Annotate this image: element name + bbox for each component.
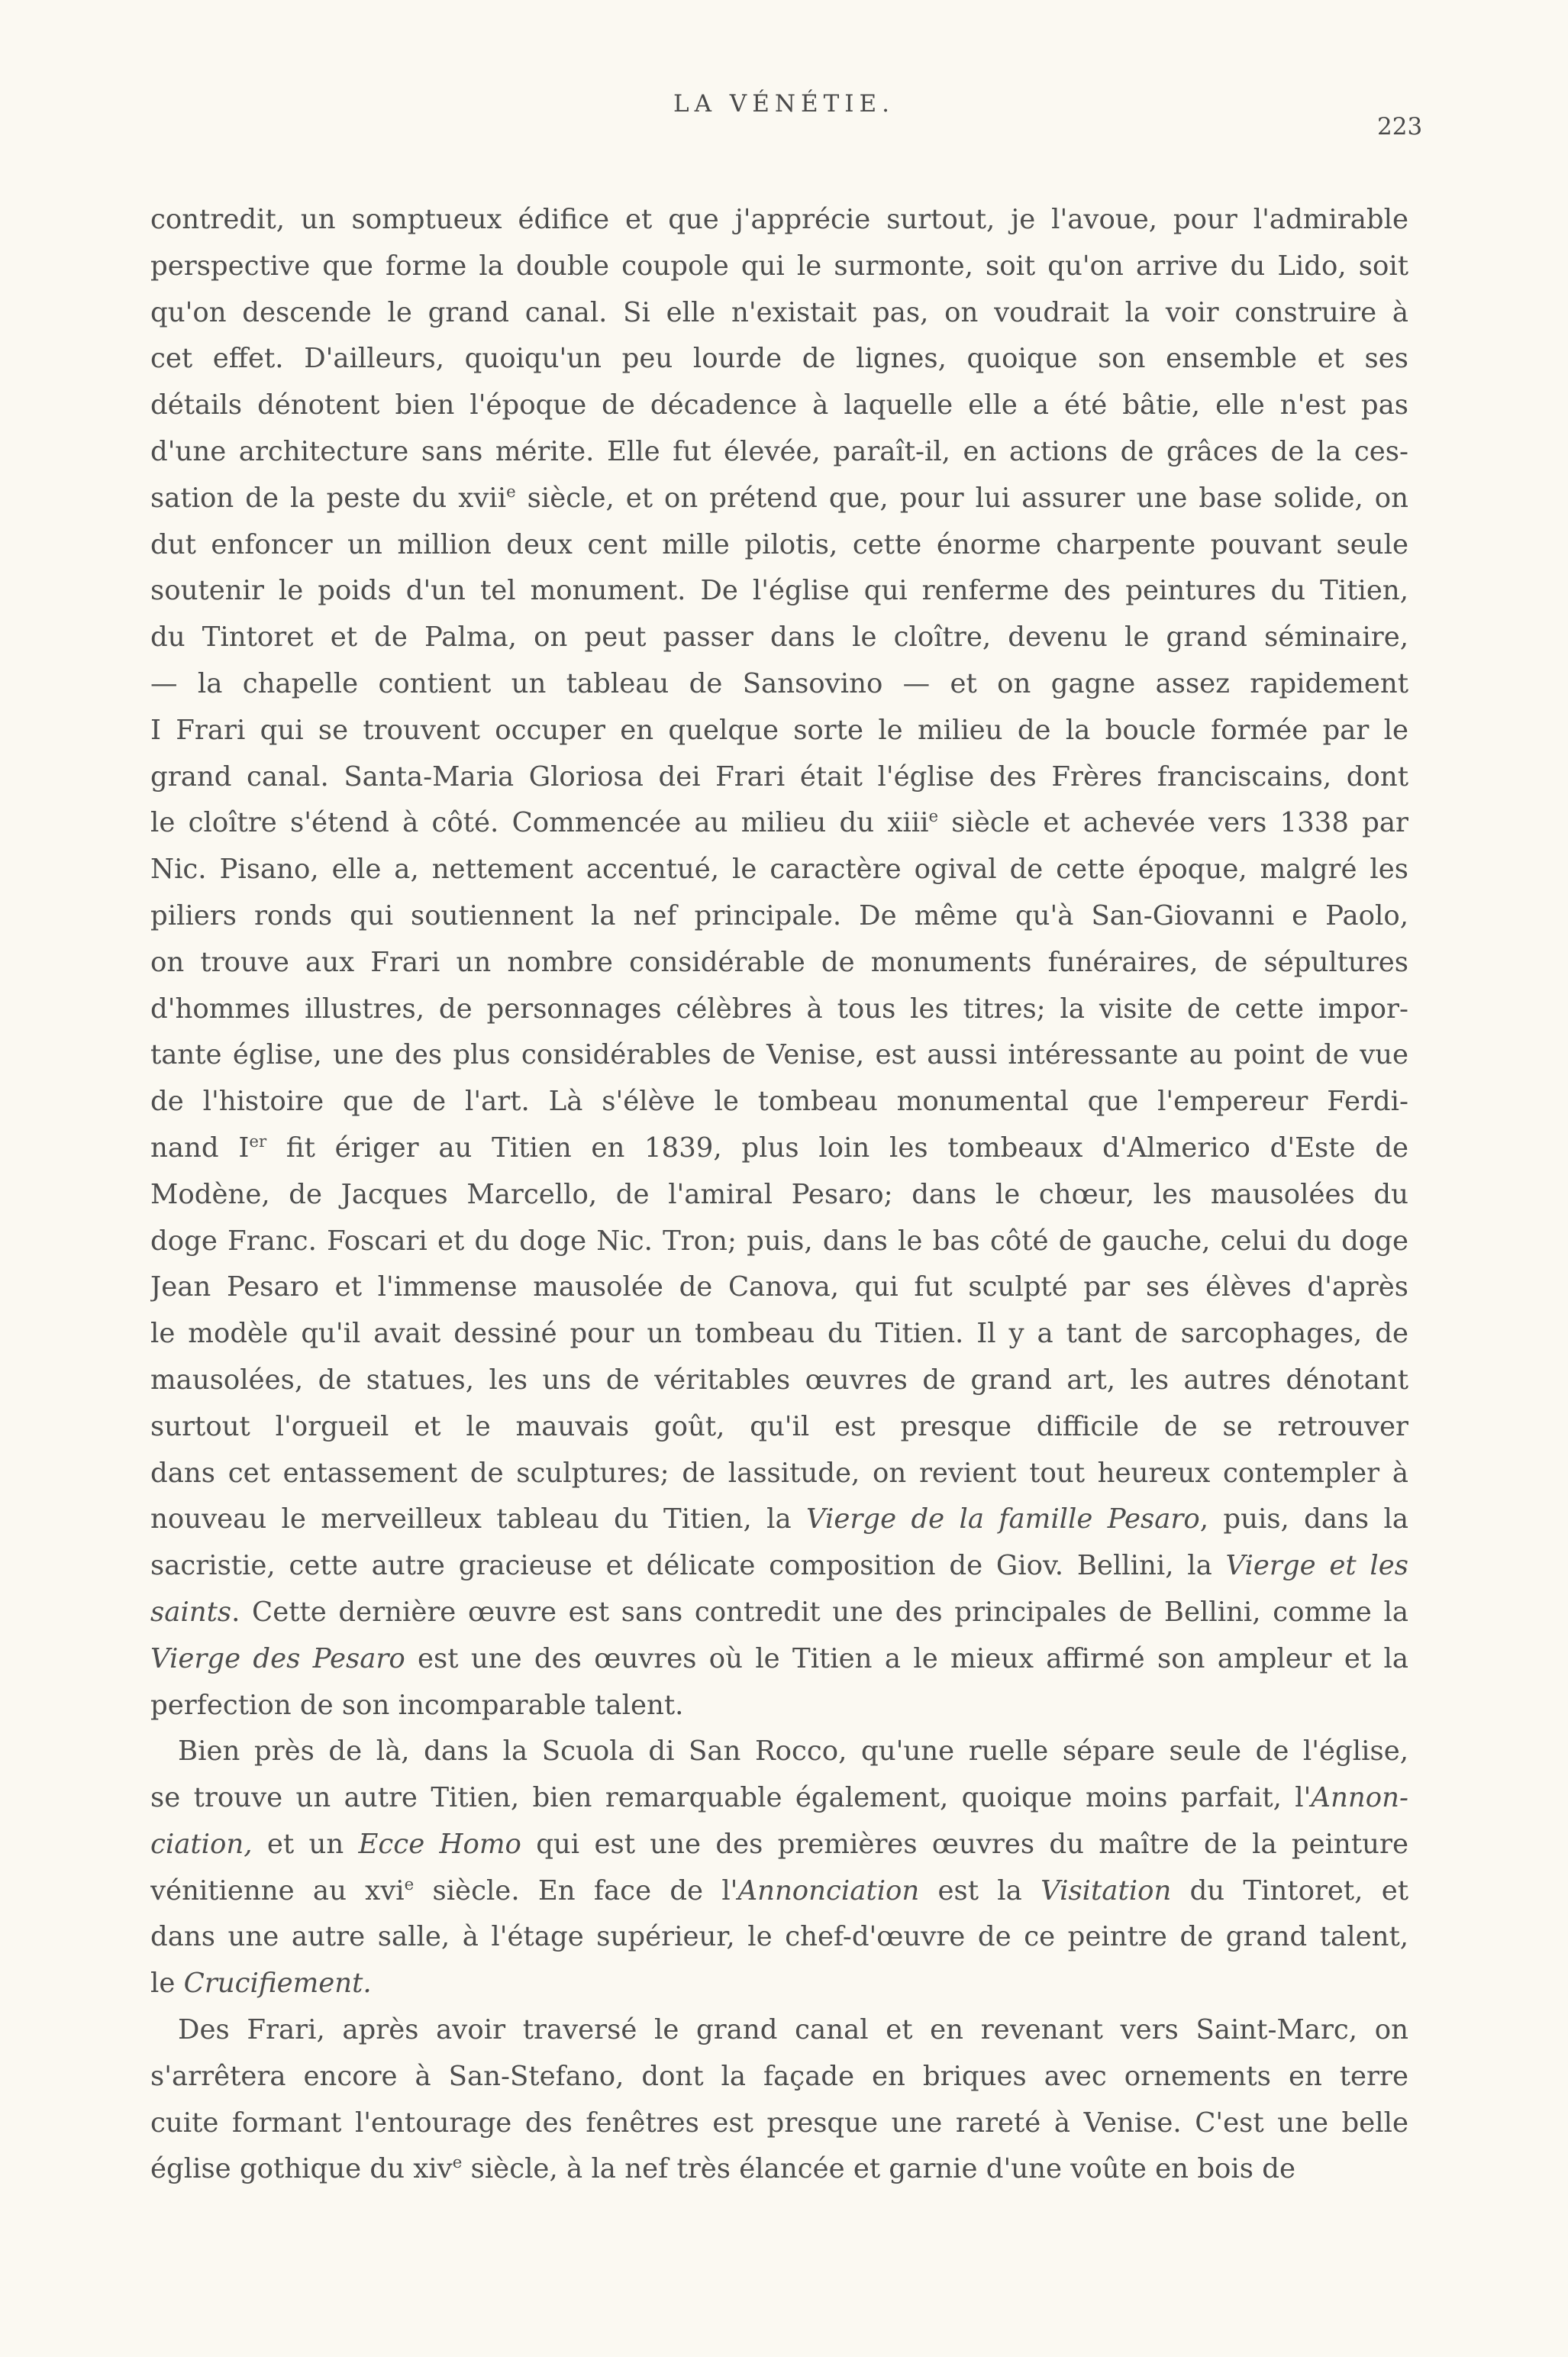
text-run: soutenir le poids d'un tel monument. De l'église qui renferme des peintures du Titien, [150,575,1408,607]
text-run: le [150,1968,184,2000]
text-line [150,197,1408,244]
text-run: dut enfoncer un million deux cent mille pilotis, cette énorme charpente pouvant seule [150,528,1408,560]
italic-text: Annonciation [737,1874,920,1907]
text-run: Des Frari, après avoir traversé le grand canal et en revenant vers Saint-Marc, on [178,2014,1408,2046]
text-run: on trouve aux Frari un nombre considérable de monuments funéraires, de sépultures [150,946,1408,978]
text-run: piliers ronds qui soutiennent la nef principale. De même qu'à San-Giovanni e Paolo, [150,899,1408,931]
text-line [150,336,1408,383]
text-line [150,1172,1408,1219]
text-run: se trouve un autre Titien, bien remarquable également, quoique moins parfait, l' [150,1782,1312,1814]
text-run: — la chapelle contient un tableau de Sansovino — et on gagne assez rapidement [150,667,1408,699]
text-line [150,1868,1408,1915]
text-run: , puis, dans la [1199,1503,1408,1535]
text-line [150,2007,1408,2054]
text-line [150,986,1408,1033]
text-run: siècle, et on prétend que, pour lui assurer une base solide, on [515,482,1408,514]
text-line [150,1125,1408,1172]
text-run: du Tintoret, et [1171,1874,1408,1907]
text-run: perfection de son incomparable talent. [150,1689,684,1721]
text-run: qui est une des premières œuvres du maître de la peinture [521,1828,1408,1860]
text-run: dans cet entassement de sculptures; de lassitude, on revient tout heureux contempler à [150,1457,1408,1489]
italic-text: Vierge de la famille Pesaro [806,1503,1200,1535]
italic-text: ciation, [150,1828,253,1860]
superscript-text: e [928,807,939,827]
text-run: fit ériger au Titien en 1839, plus loin les tombeaux d'Almerico d'Este de [266,1132,1408,1164]
text-line [150,1590,1408,1636]
text-run: doge Franc. Foscari et du doge Nic. Tron; puis, dans le bas côté de gauche, celui du doge [150,1225,1408,1257]
superscript-text: er [249,1132,267,1152]
text-run: mausolées, de statues, les uns de véritables œuvres de grand art, les autres dénotant [150,1364,1408,1396]
text-line [150,522,1408,569]
superscript-text: e [452,2153,463,2173]
text-line [150,847,1408,893]
text-line [150,893,1408,940]
text-run: Jean Pesaro et l'immense mausolée de Canova, qui fut sculpté par ses élèves d'après [150,1271,1408,1303]
text-line [150,754,1408,801]
superscript-text: e [506,482,516,502]
text-line [150,708,1408,754]
text-run: siècle, à la nef très élancée et garnie d'une voûte en bois de [462,2153,1296,2185]
italic-text: Crucifiement. [183,1968,372,2000]
italic-text: Ecce Homo [358,1828,521,1860]
text-run: et un [252,1828,359,1860]
text-run: s'arrêtera encore à San-Stefano, dont la façade en briques avec ornements en terre [150,2060,1408,2092]
text-line [150,2146,1408,2193]
text-line [150,1264,1408,1311]
text-line [150,1543,1408,1590]
text-line [150,940,1408,986]
text-run: est une des œuvres où le Titien a le mieux affirmé son ampleur et la [405,1642,1408,1674]
text-line [150,2100,1408,2147]
text-line [150,383,1408,429]
text-run: vénitienne au xvi [150,1874,405,1907]
text-run: surtout l'orgueil et le mauvais goût, qu'il est presque difficile de se retrouver [150,1410,1408,1442]
text-run: contredit, un somptueux édifice et que j'apprécie surtout, je l'avoue, pour l'admirable [150,204,1408,235]
text-run: sacristie, cette autre gracieuse et délicate composition de Giov. Bellini, la [150,1550,1226,1582]
text-line [150,568,1408,615]
text-run: Nic. Pisano, elle a, nettement accentué, le caractère ogival de cette époque, malgré les [150,854,1408,886]
text-run: Modène, de Jacques Marcello, de l'amiral Pesaro; dans le chœur, les mausolées du [150,1178,1408,1210]
text-line [150,429,1408,476]
text-line [150,1822,1408,1868]
text-line [150,1636,1408,1683]
text-line [150,244,1408,290]
text-run: cuite formant l'entourage des fenêtres est presque une rareté à Venise. C'est une belle [150,2107,1408,2139]
body-text [150,197,1408,2193]
text-line [150,1497,1408,1543]
text-line [150,800,1408,847]
text-run: est la [919,1874,1041,1907]
text-line [150,476,1408,522]
text-run: qu'on descende le grand canal. Si elle n'existait pas, on voudrait la voir construire à [150,296,1408,328]
text-run: grand canal. Santa-Maria Gloriosa dei Frari était l'église des Frères franciscains, dont [150,760,1408,793]
text-line [150,615,1408,661]
text-run: sation de la peste du xvii [150,482,507,514]
text-line [150,290,1408,337]
text-line [150,1219,1408,1265]
text-line [150,1451,1408,1497]
page-number: 223 [1377,113,1423,140]
text-line [150,1311,1408,1358]
text-line [150,1032,1408,1079]
text-run: le modèle qu'il avait dessiné pour un tombeau du Titien. Il y a tant de sarcophages, de [150,1318,1408,1350]
italic-text: saints [150,1596,232,1628]
text-line [150,1079,1408,1125]
text-line [150,661,1408,708]
text-run: tante église, une des plus considérables de Venise, est aussi intéressante au point de vue [150,1039,1408,1071]
text-run: I Frari qui se trouvent occuper en quelque sorte le milieu de la boucle formée par le [150,714,1408,746]
italic-text: Visitation [1040,1874,1172,1907]
text-line [150,1404,1408,1451]
text-run: dans une autre salle, à l'étage supérieur, le chef-d'œuvre de ce peintre de grand talent, [150,1921,1408,1953]
text-run: de l'histoire que de l'art. Là s'élève le tombeau monumental que l'empereur Ferdi- [150,1086,1408,1118]
text-line [150,1358,1408,1404]
text-line [150,2054,1408,2100]
text-run: nand I [150,1132,250,1164]
text-line [150,1961,1408,2007]
superscript-text: e [404,1874,415,1894]
italic-text: Annon- [1311,1782,1408,1814]
italic-text: Vierge et les [1225,1550,1408,1582]
running-title: LA VÉNÉTIE. [673,90,895,118]
text-run: . Cette dernière œuvre est sans contredit une des principales de Bellini, comme la [231,1596,1408,1628]
text-run: siècle. En face de l' [414,1874,738,1907]
text-run: église gothique du xiv [150,2153,453,2185]
text-run: nouveau le merveilleux tableau du Titien, la [150,1503,807,1535]
text-run: d'une architecture sans mérite. Elle fut élevée, paraît-il, en actions de grâces de la ces- [150,435,1408,467]
text-run: perspective que forme la double coupole qui le surmonte, soit qu'on arrive du Lido, soit [150,250,1408,282]
text-line [150,1775,1408,1822]
text-run: d'hommes illustres, de personnages célèbres à tous les titres; la visite de cette impor- [150,993,1408,1025]
text-line [150,1729,1408,1775]
text-run: du Tintoret et de Palma, on peut passer dans le cloître, devenu le grand séminaire, [150,622,1408,654]
text-run: siècle et achevée vers 1338 par [938,807,1408,839]
text-run: détails dénotent bien l'époque de décadence à laquelle elle a été bâtie, elle n'est pas [150,389,1408,421]
text-run: Bien près de là, dans la Scuola di San Rocco, qu'une ruelle sépare seule de l'église, [178,1735,1408,1768]
text-line [150,1914,1408,1961]
text-run: cet effet. D'ailleurs, quoiqu'un peu lourde de lignes, quoique son ensemble et ses [150,343,1408,375]
text-line [150,1683,1408,1729]
italic-text: Vierge des Pesaro [150,1642,405,1674]
text-run: le cloître s'étend à côté. Commencée au milieu du xiii [150,807,929,839]
